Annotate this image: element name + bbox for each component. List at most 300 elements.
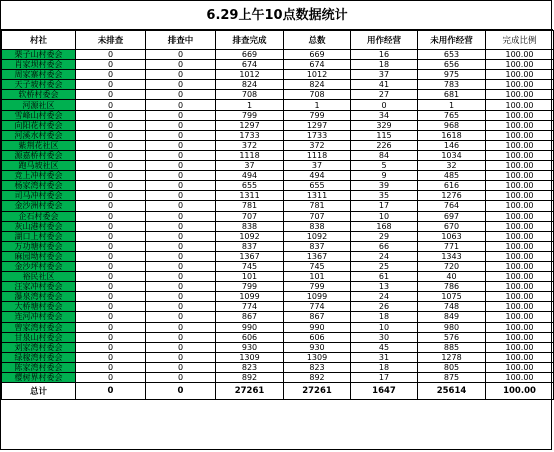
table-cell <box>2 161 76 171</box>
table-cell: 10 <box>351 322 418 332</box>
table-cell: 774 <box>284 302 351 312</box>
table-cell: 100.00 <box>486 261 554 271</box>
table-cell: 0 <box>76 171 146 181</box>
table-cell: 45 <box>351 342 418 352</box>
table-cell: 708 <box>216 90 284 100</box>
table-cell: 0 <box>76 70 146 80</box>
table-cell: 980 <box>418 322 486 332</box>
village-name: 企石村委会 <box>18 211 59 221</box>
header-row <box>2 31 554 50</box>
table-cell: 100.00 <box>486 90 554 100</box>
table-cell <box>2 80 76 90</box>
table-cell: 0 <box>76 181 146 191</box>
table-row <box>2 342 554 352</box>
table-cell <box>2 352 76 362</box>
table-cell: 84 <box>351 150 418 160</box>
table-cell: 1276 <box>418 191 486 201</box>
table-cell: 39 <box>351 181 418 191</box>
table-cell: 674 <box>284 60 351 70</box>
table-cell: 824 <box>216 80 284 90</box>
table-cell <box>2 231 76 241</box>
table-cell: 13 <box>351 282 418 292</box>
village-name: 河源社区 <box>22 100 55 110</box>
table-cell: 37 <box>284 161 351 171</box>
table-cell: 0 <box>76 80 146 90</box>
village-name: 杨家湾村委会 <box>14 181 63 191</box>
table-cell: 669 <box>284 50 351 60</box>
table-cell: 1311 <box>284 191 351 201</box>
total-cell: 1647 <box>351 383 418 400</box>
table-cell: 0 <box>76 342 146 352</box>
table-cell: 100.00 <box>486 342 554 352</box>
table-cell: 0 <box>146 181 216 191</box>
table-cell: 1297 <box>284 120 351 130</box>
table-cell: 867 <box>284 312 351 322</box>
village-name: 栗子山村委会 <box>14 50 63 60</box>
table-cell: 707 <box>216 211 284 221</box>
table-cell: 0 <box>76 362 146 372</box>
village-name: 跑马坡社区 <box>18 161 59 171</box>
table-cell: 1 <box>418 100 486 110</box>
table-cell <box>2 150 76 160</box>
table-cell: 24 <box>351 292 418 302</box>
table-cell: 100.00 <box>486 140 554 150</box>
table-cell <box>2 171 76 181</box>
table-cell: 670 <box>418 221 486 231</box>
table-cell: 37 <box>351 70 418 80</box>
table-cell: 0 <box>76 241 146 251</box>
table-cell: 1309 <box>284 352 351 362</box>
table-cell: 0 <box>146 161 216 171</box>
table-cell: 697 <box>418 211 486 221</box>
table-cell: 0 <box>146 292 216 302</box>
table-cell: 0 <box>76 161 146 171</box>
table-cell: 0 <box>146 80 216 90</box>
village-name: 金沙坪村委会 <box>14 262 63 272</box>
table-cell: 823 <box>216 362 284 372</box>
table-cell: 1099 <box>284 292 351 302</box>
table-cell: 745 <box>216 261 284 271</box>
village-name: 金沙洲村委会 <box>14 201 63 211</box>
table-cell: 0 <box>146 373 216 383</box>
table-row <box>2 292 554 302</box>
table-cell: 0 <box>146 312 216 322</box>
table-cell: 1118 <box>284 150 351 160</box>
table-cell: 1367 <box>216 251 284 261</box>
table-cell: 0 <box>146 171 216 181</box>
table-row <box>2 332 554 342</box>
table-cell: 1 <box>216 100 284 110</box>
table-cell: 0 <box>76 50 146 60</box>
table-row <box>2 302 554 312</box>
table-cell <box>2 272 76 282</box>
village-name: 竞上冲村委会 <box>14 171 63 181</box>
table-cell: 100.00 <box>486 191 554 201</box>
header-cell: 村社 <box>2 31 76 50</box>
table-cell: 0 <box>146 221 216 231</box>
table-cell: 1 <box>284 100 351 110</box>
table-cell: 27 <box>351 90 418 100</box>
table-cell: 9 <box>351 171 418 181</box>
table-cell: 655 <box>216 181 284 191</box>
table-cell <box>2 60 76 70</box>
table-cell: 17 <box>351 201 418 211</box>
table-cell: 837 <box>284 241 351 251</box>
table-cell <box>2 211 76 221</box>
table-cell: 669 <box>216 50 284 60</box>
table-cell: 100.00 <box>486 373 554 383</box>
table-cell <box>2 251 76 261</box>
table-cell: 930 <box>284 342 351 352</box>
table-cell: 100.00 <box>486 70 554 80</box>
table-cell: 100.00 <box>486 120 554 130</box>
table-cell: 799 <box>284 110 351 120</box>
table-cell <box>2 110 76 120</box>
table-row <box>2 352 554 362</box>
table-cell: 100.00 <box>486 60 554 70</box>
table-row <box>2 201 554 211</box>
table-cell: 968 <box>418 120 486 130</box>
table-cell: 0 <box>76 100 146 110</box>
table-cell: 0 <box>76 261 146 271</box>
total-cell: 27261 <box>216 383 284 400</box>
village-name: 天子坡村委会 <box>14 80 63 90</box>
table-cell: 100.00 <box>486 171 554 181</box>
table-cell: 765 <box>418 110 486 120</box>
table-cell: 1063 <box>418 231 486 241</box>
table-row <box>2 282 554 292</box>
table-cell: 485 <box>418 171 486 181</box>
table-cell: 0 <box>146 70 216 80</box>
table-cell: 653 <box>418 50 486 60</box>
table-cell: 1012 <box>216 70 284 80</box>
village-name: 连河冲村委会 <box>14 312 63 322</box>
table-cell: 0 <box>146 302 216 312</box>
table-cell: 975 <box>418 70 486 80</box>
table-cell: 849 <box>418 312 486 322</box>
table-cell: 875 <box>418 373 486 383</box>
village-name: 万功塘村委会 <box>14 241 63 251</box>
table-cell: 781 <box>284 201 351 211</box>
table-cell: 0 <box>76 110 146 120</box>
table-cell: 720 <box>418 261 486 271</box>
village-name: 樱树界村委会 <box>14 373 63 383</box>
table-cell: 786 <box>418 282 486 292</box>
table-row <box>2 161 554 171</box>
table-cell: 329 <box>351 120 418 130</box>
table-cell: 100.00 <box>486 181 554 191</box>
table-cell: 0 <box>76 201 146 211</box>
table-cell: 0 <box>76 322 146 332</box>
table-cell: 0 <box>76 90 146 100</box>
table-cell: 930 <box>216 342 284 352</box>
table-cell: 61 <box>351 272 418 282</box>
table-cell: 1099 <box>216 292 284 302</box>
table-cell: 748 <box>418 302 486 312</box>
table-cell: 0 <box>76 282 146 292</box>
table-cell: 1012 <box>284 70 351 80</box>
village-name: 周家寨村委会 <box>14 70 63 80</box>
table-cell: 1297 <box>216 120 284 130</box>
table-cell: 0 <box>76 352 146 362</box>
table-cell <box>2 342 76 352</box>
village-name: 大桥塘村委会 <box>14 302 63 312</box>
village-name: 汪家冲村委会 <box>14 282 63 292</box>
table-cell: 494 <box>216 171 284 181</box>
table-row <box>2 251 554 261</box>
table-cell: 372 <box>284 140 351 150</box>
table-cell: 35 <box>351 191 418 201</box>
table-cell: 100.00 <box>486 322 554 332</box>
table-cell: 0 <box>146 201 216 211</box>
table-row <box>2 362 554 372</box>
table-cell: 146 <box>418 140 486 150</box>
table-cell: 32 <box>418 161 486 171</box>
table-cell: 805 <box>418 362 486 372</box>
table-row <box>2 90 554 100</box>
table-cell: 0 <box>76 211 146 221</box>
table-row <box>2 221 554 231</box>
table-cell: 66 <box>351 241 418 251</box>
table-row <box>2 211 554 221</box>
table-cell <box>2 282 76 292</box>
table-cell: 0 <box>146 362 216 372</box>
table-cell <box>2 241 76 251</box>
table-cell: 101 <box>216 272 284 282</box>
table-cell <box>2 70 76 80</box>
table-cell: 1034 <box>418 150 486 160</box>
total-cell: 25614 <box>418 383 486 400</box>
table-cell: 41 <box>351 80 418 90</box>
table-cell: 100.00 <box>486 282 554 292</box>
table-cell: 100.00 <box>486 201 554 211</box>
table-cell: 100.00 <box>486 221 554 231</box>
table-cell: 5 <box>351 161 418 171</box>
table-row <box>2 181 554 191</box>
table-cell: 0 <box>146 150 216 160</box>
table-cell: 100.00 <box>486 211 554 221</box>
village-name: 源嘉桥村委会 <box>14 150 63 160</box>
table-cell <box>2 312 76 322</box>
table-cell: 0 <box>146 100 216 110</box>
table-cell: 616 <box>418 181 486 191</box>
table-cell: 606 <box>216 332 284 342</box>
village-name: 湖口上村委会 <box>14 231 63 241</box>
table-cell: 100.00 <box>486 332 554 342</box>
table-row <box>2 322 554 332</box>
table-cell: 1309 <box>216 352 284 362</box>
table-cell: 799 <box>216 110 284 120</box>
table-cell: 837 <box>216 241 284 251</box>
table-row <box>2 110 554 120</box>
table-cell <box>2 191 76 201</box>
total-cell: 0 <box>146 383 216 400</box>
table-cell: 0 <box>76 251 146 261</box>
table-cell: 115 <box>351 130 418 140</box>
data-table <box>1 30 554 400</box>
table-cell: 100.00 <box>486 352 554 362</box>
table-cell: 0 <box>146 90 216 100</box>
village-name: 麻园坳村委会 <box>14 251 63 261</box>
table-cell: 100.00 <box>486 241 554 251</box>
table-cell: 100.00 <box>486 80 554 90</box>
table-cell: 1367 <box>284 251 351 261</box>
table-cell: 0 <box>146 120 216 130</box>
table-cell: 34 <box>351 110 418 120</box>
table-cell: 100.00 <box>486 362 554 372</box>
village-name: 瀑泉湾村委会 <box>14 292 63 302</box>
table-row <box>2 130 554 140</box>
header-cell: 完成比例 <box>486 31 554 50</box>
table-cell: 100.00 <box>486 161 554 171</box>
table-cell: 1092 <box>284 231 351 241</box>
table-cell: 16 <box>351 50 418 60</box>
table-cell: 18 <box>351 362 418 372</box>
village-name: 绿稼湾村委会 <box>14 352 63 362</box>
table-cell: 100.00 <box>486 312 554 322</box>
table-cell: 576 <box>418 332 486 342</box>
table-cell: 885 <box>418 342 486 352</box>
table-cell <box>2 221 76 231</box>
village-name: 曾家湾村委会 <box>14 322 63 332</box>
header-cell: 未用作经营 <box>418 31 486 50</box>
header-cell: 排查完成 <box>216 31 284 50</box>
table-cell: 771 <box>418 241 486 251</box>
table-cell <box>2 130 76 140</box>
header-cell: 总数 <box>284 31 351 50</box>
table-cell: 990 <box>216 322 284 332</box>
table-cell: 0 <box>146 342 216 352</box>
village-name: 裕民社区 <box>22 272 55 282</box>
table-cell: 168 <box>351 221 418 231</box>
table-cell: 0 <box>76 221 146 231</box>
table-cell: 799 <box>216 282 284 292</box>
table-cell: 31 <box>351 352 418 362</box>
table-cell: 25 <box>351 261 418 271</box>
table-cell: 100.00 <box>486 302 554 312</box>
table-cell: 892 <box>284 373 351 383</box>
village-name: 软桥村委会 <box>18 90 59 100</box>
table-cell: 764 <box>418 201 486 211</box>
table-cell: 0 <box>76 272 146 282</box>
table-row <box>2 272 554 282</box>
table-row <box>2 171 554 181</box>
table-row <box>2 373 554 383</box>
table-cell <box>2 181 76 191</box>
table-row <box>2 231 554 241</box>
table-row <box>2 140 554 150</box>
village-name: 陈家湾村委会 <box>14 362 63 372</box>
header-cell: 排查中 <box>146 31 216 50</box>
table-cell <box>2 373 76 383</box>
table-cell: 100.00 <box>486 292 554 302</box>
table-cell <box>2 292 76 302</box>
table-cell <box>2 201 76 211</box>
table-cell: 24 <box>351 251 418 261</box>
table-cell: 37 <box>216 161 284 171</box>
table-cell: 1343 <box>418 251 486 261</box>
total-row <box>2 383 554 400</box>
table-cell <box>2 100 76 110</box>
header-cell: 用作经营 <box>351 31 418 50</box>
table-cell: 100.00 <box>486 100 554 110</box>
table-cell: 1075 <box>418 292 486 302</box>
table-cell: 0 <box>146 211 216 221</box>
table-cell: 29 <box>351 231 418 241</box>
table-cell <box>2 140 76 150</box>
table-cell: 0 <box>146 60 216 70</box>
total-cell: 0 <box>76 383 146 400</box>
table-cell: 40 <box>418 272 486 282</box>
table-cell: 1311 <box>216 191 284 201</box>
table-cell: 1733 <box>284 130 351 140</box>
table-cell: 1733 <box>216 130 284 140</box>
table-cell <box>2 302 76 312</box>
table-row <box>2 80 554 90</box>
table-cell: 100.00 <box>486 272 554 282</box>
table-cell: 799 <box>284 282 351 292</box>
table-cell <box>2 90 76 100</box>
table-cell: 100.00 <box>486 150 554 160</box>
total-cell: 27261 <box>284 383 351 400</box>
table-cell: 0 <box>76 191 146 201</box>
table-row <box>2 191 554 201</box>
table-cell: 1118 <box>216 150 284 160</box>
table-cell: 17 <box>351 373 418 383</box>
table-cell: 0 <box>76 150 146 160</box>
table-cell: 0 <box>146 140 216 150</box>
table-cell: 0 <box>146 261 216 271</box>
table-cell: 0 <box>146 231 216 241</box>
table-cell: 18 <box>351 60 418 70</box>
table-cell: 708 <box>284 90 351 100</box>
table-cell: 0 <box>146 130 216 140</box>
table-cell: 823 <box>284 362 351 372</box>
table-cell: 0 <box>76 120 146 130</box>
total-cell: 总计 <box>2 383 76 400</box>
table-row <box>2 261 554 271</box>
table-cell: 0 <box>76 302 146 312</box>
table-cell: 0 <box>76 60 146 70</box>
village-name: 河溪水村委会 <box>14 130 63 140</box>
table-cell: 0 <box>76 292 146 302</box>
village-name: 甘泉山村委会 <box>14 332 63 342</box>
table-cell: 494 <box>284 171 351 181</box>
total-cell: 100.00 <box>486 383 554 400</box>
table-cell: 100.00 <box>486 130 554 140</box>
table-row <box>2 241 554 251</box>
table-cell: 656 <box>418 60 486 70</box>
table-cell: 783 <box>418 80 486 90</box>
village-name: 向阳花村委会 <box>14 120 63 130</box>
table-cell: 100.00 <box>486 110 554 120</box>
table-cell: 0 <box>76 312 146 322</box>
table-cell: 100.00 <box>486 251 554 261</box>
table-row <box>2 60 554 70</box>
table-cell: 226 <box>351 140 418 150</box>
table-cell: 0 <box>76 140 146 150</box>
header-cell: 未排查 <box>76 31 146 50</box>
table-cell: 100.00 <box>486 231 554 241</box>
village-name: 紫荆花社区 <box>18 140 59 150</box>
table-cell: 0 <box>146 272 216 282</box>
table-cell: 824 <box>284 80 351 90</box>
table-cell: 892 <box>216 373 284 383</box>
table-cell <box>2 50 76 60</box>
table-cell: 372 <box>216 140 284 150</box>
village-name: 灰山港村委会 <box>14 221 63 231</box>
table-cell: 990 <box>284 322 351 332</box>
